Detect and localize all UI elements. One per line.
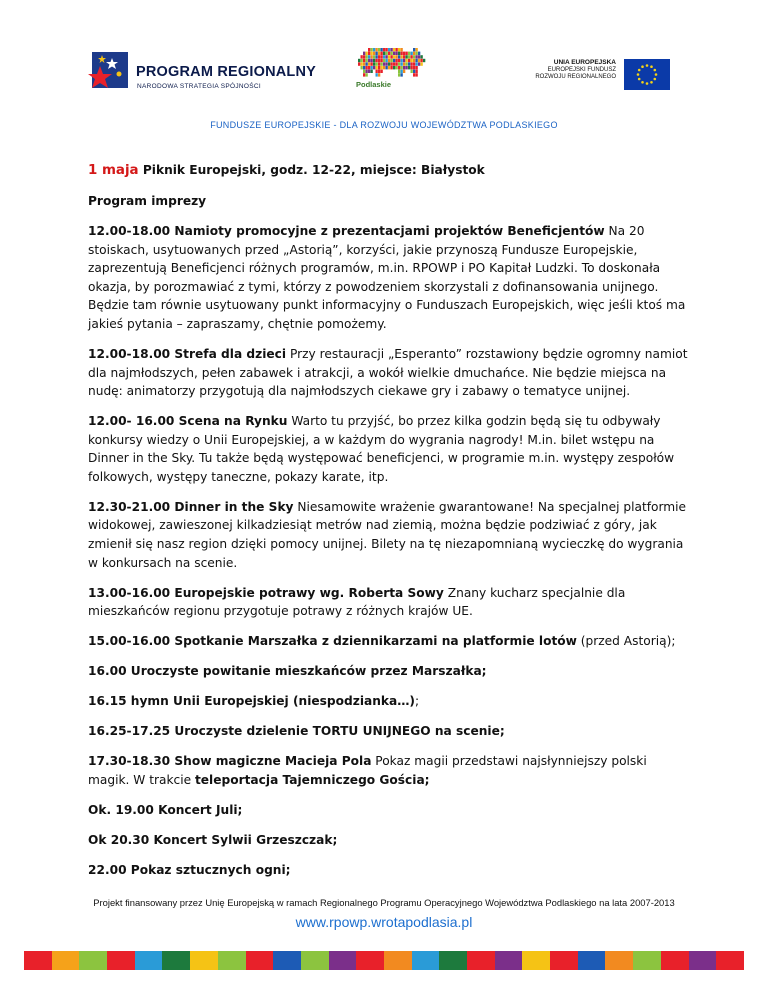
program-item: 13.00-16.00 Europejskie potrawy wg. Roberta Sowy Znany kucharz specjalnie dla mieszkańców regionu przygotuje potrawy z różnych krajów UE.: [88, 585, 626, 619]
bison-mosaic-icon: [352, 46, 432, 80]
podlaskie-logo: [352, 46, 432, 94]
color-stripe: [661, 951, 689, 970]
color-stripe: [356, 951, 384, 970]
program-item: 16.00 Uroczyste powitanie mieszkańców przez Marszałka;: [88, 664, 487, 679]
program-item: 12.30-21.00 Dinner in the Sky Niesamowite wrażenie gwarantowane! Na specjalnej platformie widokowej, zawieszonej kilkadziesiąt metrów nad ziemią, można będzie podziwiać z góry, jak zmienił się nasz region dzięki pomocy unijnej. Bilety na tę niezapomnianą wycieczkę do wygrania w konkursach na scenie.: [88, 499, 687, 570]
funding-note: Projekt finansowany przez Unię Europejską w ramach Regionalnego Programu Operacyjnego Województwa Podlaskiego na lata 2007-2013: [93, 897, 675, 908]
program-item: 16.15 hymn Unii Europejskiej (niespodzianka…);: [88, 694, 420, 709]
color-stripe: [24, 951, 52, 970]
event-date: 1 maja: [88, 163, 139, 178]
color-stripe: [218, 951, 246, 970]
color-stripe: [79, 951, 107, 970]
eu-line-3: ROZWOJU REGIONALNEGO: [535, 74, 616, 80]
color-stripe: [52, 951, 80, 970]
event-title: Piknik Europejski, godz. 12-22, miejsce: Białystok: [138, 163, 485, 177]
color-stripe: [107, 951, 135, 970]
program-heading: Program imprezy: [88, 193, 207, 208]
color-stripe: [329, 951, 357, 970]
color-stripe: [135, 951, 163, 970]
eu-line-1: UNIA EUROPEJSKA: [553, 59, 616, 66]
program-content: [88, 161, 688, 891]
tagline: FUNDUSZE EUROPEJSKIE - DLA ROZWOJU WOJEWÓDZTWA PODLASKIEGO: [210, 120, 558, 130]
program-subtitle: NARODOWA STRATEGIA SPÓJNOŚCI: [137, 83, 261, 90]
color-stripe: [522, 951, 550, 970]
nss-star-icon: [86, 52, 130, 96]
color-stripe: [190, 951, 218, 970]
podlaskie-caption: Podlaskie: [356, 80, 392, 89]
eu-flag-icon: [624, 59, 670, 90]
program-item: 12.00-18.00 Strefa dla dzieci Przy restauracji „Esperanto” rozstawiony będzie ogromny namiot dla najmłodszych, pełen zabawek i atrakcji, a wokół wielkie dmuchańce. Nie będzie miejsca na nudę: animatorzy przygotują dla najmłodszych ciekawe gry i zabawy o tematyce unijnej.: [88, 346, 688, 399]
program-item: 22.00 Pokaz sztucznych ogni;: [88, 862, 291, 877]
color-stripe: [384, 951, 412, 970]
color-stripe: [495, 951, 523, 970]
color-stripe: [246, 951, 274, 970]
intro-line: [88, 161, 688, 181]
program-item: 12.00-18.00 Namioty promocyjne z prezentacjami projektów Beneficjentów Na 20 stoiskach, usytuowanych przed „Astorią”, korzyści, jakie przynoszą Fundusze Europejskie, zaprezentują Beneficjenci różnych programów, m.in. RPOWP i PO Kapitał Ludzki. To doskonała okazja, by porozmawiać z tymi, którzy z powodzeniem skorzystali z dofinansowania unijnego. Będzie tam równie usytuowany punkt informacyjny o Funduszach Europejskich, więc jeśli ktoś ma jakieś pytania – zapraszamy, chętnie pomożemy.: [88, 223, 686, 331]
color-stripe: [689, 951, 717, 970]
eu-text-block: [535, 59, 616, 82]
program-item: Ok 20.30 Koncert Sylwii Grzeszczak;: [88, 832, 338, 847]
website-link[interactable]: www.rpowp.wrotapodlasia.pl: [295, 914, 473, 930]
color-stripe: [550, 951, 578, 970]
color-stripe: [605, 951, 633, 970]
color-stripe: [467, 951, 495, 970]
color-stripe: [633, 951, 661, 970]
program-title: PROGRAM REGIONALNY: [136, 64, 317, 80]
program-item: 12.00- 16.00 Scena na Rynku Warto tu przyjść, bo przez kilka godzin będą się tu odbywały konkursy wiedzy o Unii Europejskiej, a w każdym do wygrania nagrody! M.in. bilet wstępu na Dinner in the Sky. Tu także będą występować beneficjenci, w programie m.in. występy zespołów folkowych, występy taneczne, pokazy karate, itp.: [88, 414, 675, 484]
color-stripe-bar: [24, 951, 744, 970]
eu-logo: [528, 57, 670, 93]
color-stripe: [273, 951, 301, 970]
program-item: 15.00-16.00 Spotkanie Marszałka z dziennikarzami na platformie lotów (przed Astorią);: [88, 634, 676, 649]
program-item: 16.25-17.25 Uroczyste dzielenie TORTU UNIJNEGO na scenie;: [88, 724, 505, 739]
color-stripe: [412, 951, 440, 970]
program-regionalny-logo: [86, 52, 317, 98]
eu-line-2: EUROPEJSKI FUNDUSZ: [547, 66, 616, 73]
color-stripe: [716, 951, 744, 970]
color-stripe: [439, 951, 467, 970]
color-stripe: [578, 951, 606, 970]
program-item: 17.30-18.30 Show magiczne Macieja Pola Pokaz magii przedstawi najsłynniejszy polski magik. W trakcie teleportacja Tajemniczego Gościa;: [88, 754, 647, 787]
program-item: Ok. 19.00 Koncert Juli;: [88, 802, 243, 817]
color-stripe: [162, 951, 190, 970]
color-stripe: [301, 951, 329, 970]
